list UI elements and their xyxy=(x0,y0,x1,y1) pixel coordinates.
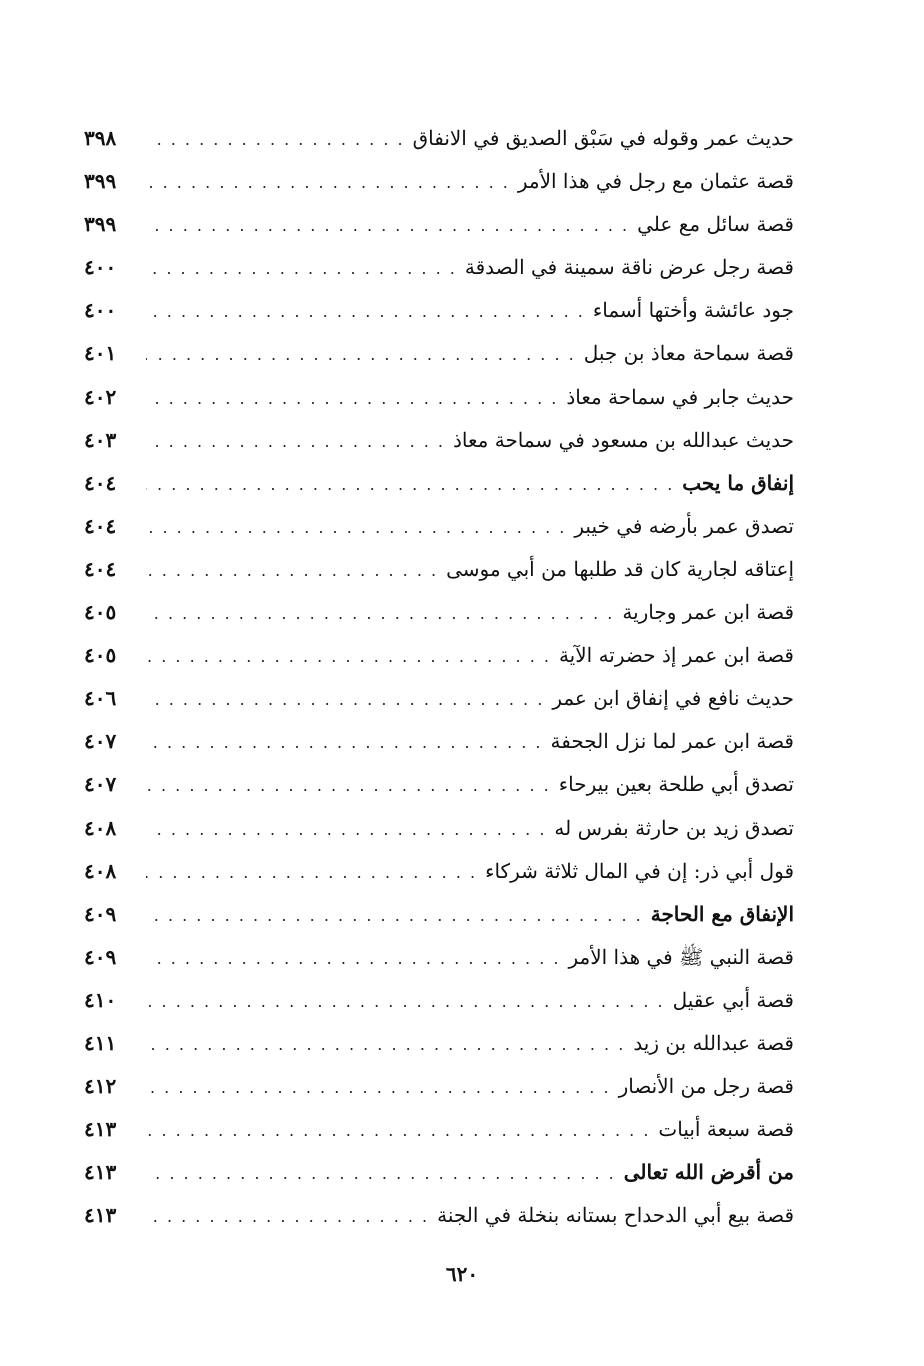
toc-entry-page: ٤٠١ xyxy=(84,341,117,366)
toc-entry-page: ٤٠٥ xyxy=(84,600,117,625)
toc-entry-page: ٤٠٥ xyxy=(84,643,117,668)
toc-entry-title: من أقرض الله تعالى xyxy=(623,1160,794,1185)
dot-leader xyxy=(146,290,585,333)
toc-entry xyxy=(84,376,794,419)
dot-leader xyxy=(146,1152,616,1195)
toc-entry-page: ٤١٣ xyxy=(84,1117,117,1142)
dot-leader xyxy=(146,1023,625,1066)
toc-entry-page: ٣٩٨ xyxy=(84,126,117,150)
dot-leader xyxy=(146,592,614,635)
toc-entry-page: ٤٠٠ xyxy=(84,255,117,280)
toc-entry-title: قصة عثمان مع رجل في هذا الأمر xyxy=(517,169,794,194)
toc-entry xyxy=(84,1065,794,1108)
toc-entry-title: قصة أبي عقيل xyxy=(672,987,794,1012)
toc-entry-title: قصة ابن عمر إذ حضرته الآية xyxy=(558,643,794,668)
toc-entry-title: إعتاقه لجارية كان قد طلبها من أبي موسى xyxy=(446,556,794,581)
dot-leader xyxy=(146,1109,650,1152)
dot-leader xyxy=(146,420,445,463)
toc-entry xyxy=(84,419,794,462)
toc-entry xyxy=(84,548,794,591)
toc-entry xyxy=(84,1022,794,1065)
toc-entry-page: ٣٩٩ xyxy=(84,212,117,237)
toc-entry-title: قصة ابن عمر وجارية xyxy=(622,600,794,625)
toc-entry-page: ٤٠٦ xyxy=(84,686,117,711)
toc-section-heading xyxy=(84,462,794,505)
toc-entry-title: حديث نافع في إنفاق ابن عمر xyxy=(552,686,794,711)
toc-entry-title: قصة عبدالله بن زيد xyxy=(633,1030,794,1055)
toc-entry-title: قول أبي ذر: إن في المال ثلاثة شركاء xyxy=(485,858,794,883)
dot-leader xyxy=(146,678,544,721)
dot-leader xyxy=(146,1066,611,1109)
toc-entry-title: حديث عمر وقوله في سَبْق الصديق في الانفاق xyxy=(412,126,794,150)
toc-entry-page: ٤١١ xyxy=(84,1030,117,1055)
toc-entry xyxy=(84,850,794,893)
dot-leader xyxy=(146,1195,429,1238)
dot-leader xyxy=(146,549,438,592)
dot-leader xyxy=(146,247,457,290)
dot-leader xyxy=(146,721,543,764)
toc-entry-page: ٤٠٤ xyxy=(84,556,117,581)
dot-leader xyxy=(146,204,629,247)
dot-leader xyxy=(146,851,477,894)
toc-entry-title: قصة رجل عرض ناقة سمينة في الصدقة xyxy=(464,255,794,280)
toc-entry xyxy=(84,807,794,850)
toc-entry-page: ٤٠٨ xyxy=(84,815,117,840)
toc-entry xyxy=(84,505,794,548)
toc-entry xyxy=(84,1194,794,1237)
toc-entry-page: ٤١٣ xyxy=(84,1160,117,1185)
toc-entry-page: ٤٠٩ xyxy=(84,901,117,926)
toc-entry xyxy=(84,677,794,720)
toc-section-heading xyxy=(84,1151,794,1194)
toc-entry-title: تصدق عمر بأرضه في خيبر xyxy=(574,513,794,538)
table-of-contents xyxy=(84,117,794,1237)
dot-leader xyxy=(146,635,551,678)
toc-entry-page: ٣٩٩ xyxy=(84,169,117,194)
toc-entry xyxy=(84,936,794,979)
page-number: ٦٢٠ xyxy=(445,1262,479,1286)
toc-entry xyxy=(84,289,794,332)
toc-entry-title: حديث عبدالله بن مسعود في سماحة معاذ xyxy=(453,427,794,452)
toc-entry-title: قصة سماحة معاذ بن جبل xyxy=(583,341,794,366)
toc-entry-title: الإنفاق مع الحاجة xyxy=(650,901,794,926)
toc-entry xyxy=(84,246,794,289)
dot-leader xyxy=(146,463,674,506)
toc-entry xyxy=(84,160,794,203)
dot-leader xyxy=(146,377,558,420)
dot-leader xyxy=(146,506,566,549)
toc-entry-title: قصة ابن عمر لما نزل الجحفة xyxy=(550,729,794,754)
toc-entry-page: ٤٠٧ xyxy=(84,729,117,754)
toc-section-heading xyxy=(84,893,794,936)
toc-entry-page: ٤١٠ xyxy=(84,987,117,1012)
toc-entry-title: تصدق أبي طلحة بعين بيرحاء xyxy=(558,772,794,797)
dot-leader xyxy=(146,118,405,161)
dot-leader xyxy=(146,808,546,851)
toc-entry-page: ٤٠٤ xyxy=(84,470,117,495)
dot-leader xyxy=(146,894,643,937)
toc-entry-page: ٤٠٤ xyxy=(84,513,117,538)
toc-entry-title: إنفاق ما يحب xyxy=(682,470,794,495)
toc-entry-title: قصة بيع أبي الدحداح بستانه بنخلة في الجنة xyxy=(437,1203,794,1228)
toc-entry xyxy=(84,117,794,160)
toc-entry-page: ٤٠٩ xyxy=(84,944,117,969)
dot-leader xyxy=(146,980,665,1023)
toc-entry xyxy=(84,332,794,375)
toc-entry-page: ٤٠٧ xyxy=(84,772,117,797)
toc-entry xyxy=(84,203,794,246)
dot-leader xyxy=(146,333,576,376)
toc-entry-page: ٤٠٠ xyxy=(84,298,117,323)
toc-entry-title: تصدق زيد بن حارثة بفرس له xyxy=(554,815,794,840)
toc-entry-title: حديث جابر في سماحة معاذ xyxy=(566,384,794,409)
toc-entry-title: قصة سائل مع علي xyxy=(637,212,794,237)
toc-entry-title: قصة رجل من الأنصار xyxy=(618,1074,794,1099)
toc-entry xyxy=(84,763,794,806)
toc-entry-page: ٤٠٢ xyxy=(84,384,117,409)
dot-leader xyxy=(146,161,510,204)
dot-leader xyxy=(146,937,560,980)
toc-entry-page: ٤١٣ xyxy=(84,1203,117,1228)
toc-entry xyxy=(84,634,794,677)
toc-entry xyxy=(84,720,794,763)
toc-entry-title: جود عائشة وأختها أسماء xyxy=(592,298,794,323)
toc-entry xyxy=(84,1108,794,1151)
toc-entry-title: قصة سبعة أبيات xyxy=(658,1117,794,1142)
toc-entry-page: ٤١٢ xyxy=(84,1074,117,1099)
toc-entry-title: قصة النبي ﷺ في هذا الأمر xyxy=(568,944,794,969)
toc-entry xyxy=(84,591,794,634)
toc-entry-page: ٤٠٣ xyxy=(84,427,117,452)
toc-entry-page: ٤٠٨ xyxy=(84,858,117,883)
dot-leader xyxy=(146,764,551,807)
toc-entry xyxy=(84,979,794,1022)
